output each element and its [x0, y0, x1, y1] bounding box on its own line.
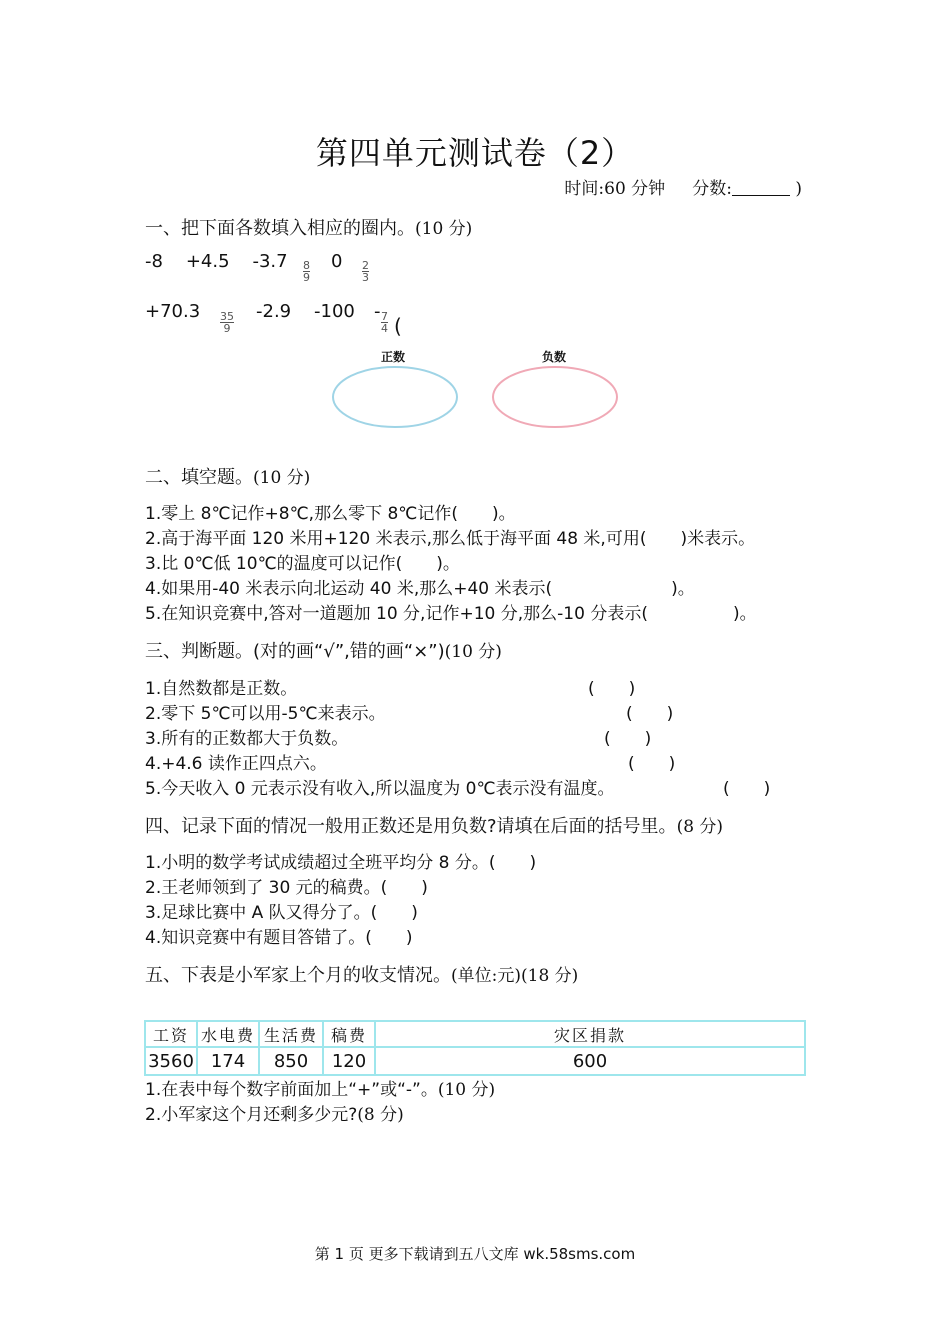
- fraction-denominator: 4: [381, 322, 388, 335]
- section-2-title: 二、填空题。: [145, 467, 253, 488]
- positive-ring[interactable]: [333, 367, 457, 427]
- section-1-heading: [145, 214, 472, 240]
- section-5-title: 五、下表是小军家上个月的收支情况。: [145, 965, 451, 986]
- judge-item-4: 4.+4.6 读作正四点六。: [145, 754, 327, 774]
- question-1-text: 1.在表中每个数字前面加上“+”或“-”。: [145, 1080, 438, 1100]
- fraction-7-4: [381, 311, 388, 334]
- fraction-8-9: [303, 260, 310, 283]
- fraction-numerator: 7: [381, 310, 388, 323]
- budget-table: [144, 1020, 806, 1076]
- table-cell[interactable]: 174: [197, 1047, 259, 1075]
- number-70-3: +70.3: [145, 301, 201, 322]
- exam-meta: [564, 174, 802, 199]
- score-blank[interactable]: [732, 179, 790, 196]
- fill-item-2: 2.高于海平面 120 米用+120 米表示,那么低于海平面 48 米,可用( )米表示。: [145, 529, 756, 549]
- open-paren: (: [394, 314, 402, 338]
- negative-ring[interactable]: [493, 367, 617, 427]
- table-header-cell: 生活费: [259, 1021, 323, 1047]
- table-cell[interactable]: 3560: [145, 1047, 197, 1075]
- positive-label: 正数: [381, 350, 406, 364]
- fill-item-1: 1.零上 8℃记作+8℃,那么零下 8℃记作( )。: [145, 504, 516, 524]
- question-1: [145, 1075, 495, 1100]
- table-header-cell: 灾区捐款: [375, 1021, 805, 1047]
- question-2-points: (8 分): [357, 1105, 404, 1125]
- question-2: [145, 1100, 404, 1125]
- judge-item-2: 2.零下 5℃可以用-5℃来表示。: [145, 704, 386, 724]
- fraction-denominator: 9: [303, 271, 310, 284]
- section-5-points: (单位:元)(18 分): [451, 966, 579, 986]
- section-3-title: 三、判断题。(对的画“√”,错的画“×”): [145, 641, 445, 662]
- negative-label: 负数: [542, 350, 567, 364]
- number-row-2: [256, 301, 355, 322]
- section-2-points: (10 分): [253, 468, 311, 488]
- table-cell[interactable]: 600: [375, 1047, 805, 1075]
- number-item: -8: [145, 251, 163, 272]
- fill-item-4: 4.如果用-40 米表示向北运动 40 米,那么+40 米表示( )。: [145, 579, 695, 599]
- table-cell[interactable]: 850: [259, 1047, 323, 1075]
- judge-item-1: 1.自然数都是正数。: [145, 679, 298, 699]
- judge-bracket-4[interactable]: ( ): [628, 754, 676, 774]
- fraction-numerator: 35: [220, 310, 234, 323]
- judge-bracket-3[interactable]: ( ): [604, 729, 652, 749]
- negative-sign: -: [374, 301, 381, 322]
- fill-item-3: 3.比 0℃低 10℃的温度可以记作( )。: [145, 554, 460, 574]
- section-4-points: (8 分): [676, 817, 724, 837]
- section-1-title: 一、把下面各数填入相应的圈内。: [145, 218, 415, 239]
- record-item-4: 4.知识竞赛中有题目答错了。( ): [145, 928, 413, 948]
- number-item: -2.9: [256, 301, 292, 322]
- fraction-numerator: 2: [362, 259, 369, 272]
- page-title: 第四单元测试卷（2）: [315, 134, 635, 172]
- judge-item-5: 5.今天收入 0 元表示没有收入,所以温度为 0℃表示没有温度。: [145, 779, 615, 799]
- score-close: ): [795, 179, 802, 199]
- number-item: +4.5: [185, 251, 230, 272]
- section-5-heading: [145, 961, 578, 987]
- table-row: [145, 1047, 805, 1075]
- question-1-points: (10 分): [437, 1080, 496, 1100]
- number-rings: [320, 360, 630, 440]
- section-2-heading: [145, 463, 310, 489]
- fraction-35-9: [220, 311, 234, 334]
- page-footer: 第 1 页 更多下载请到五八文库 wk.58sms.com: [314, 1245, 636, 1263]
- record-item-2: 2.王老师领到了 30 元的稿费。( ): [145, 878, 428, 898]
- judge-bracket-2[interactable]: ( ): [626, 704, 674, 724]
- number-row-1: [145, 251, 305, 272]
- section-3-points: (10 分): [444, 642, 502, 662]
- table-header-row: [145, 1021, 805, 1047]
- judge-item-3: 3.所有的正数都大于负数。: [145, 729, 349, 749]
- score-label: 分数:: [692, 179, 732, 199]
- table-cell[interactable]: 120: [323, 1047, 375, 1075]
- table-header-cell: 稿费: [323, 1021, 375, 1047]
- fraction-denominator: 3: [362, 271, 369, 284]
- table-header-cell: 工资: [145, 1021, 197, 1047]
- number-item: -100: [314, 301, 355, 322]
- time-label: 时间:60 分钟: [564, 179, 666, 199]
- judge-bracket-5[interactable]: ( ): [723, 779, 771, 799]
- section-4-title: 四、记录下面的情况一般用正数还是用负数?请填在后面的括号里。: [145, 816, 677, 837]
- judge-bracket-1[interactable]: ( ): [588, 679, 636, 699]
- fraction-denominator: 9: [220, 322, 234, 334]
- section-3-heading: [145, 637, 502, 663]
- fraction-2-3: [362, 260, 369, 283]
- record-item-1: 1.小明的数学考试成绩超过全班平均分 8 分。( ): [145, 853, 537, 873]
- question-2-text: 2.小军家这个月还剩多少元?: [145, 1105, 358, 1125]
- fill-item-5: 5.在知识竞赛中,答对一道题加 10 分,记作+10 分,那么-10 分表示( )。: [145, 604, 757, 624]
- number-zero: 0: [331, 251, 343, 272]
- table-header-cell: 水电费: [197, 1021, 259, 1047]
- number-item: -3.7: [252, 251, 288, 272]
- section-1-points: (10 分): [415, 219, 473, 239]
- fraction-numerator: 8: [303, 259, 310, 272]
- record-item-3: 3.足球比赛中 A 队又得分了。( ): [145, 903, 418, 923]
- section-4-heading: [145, 812, 723, 838]
